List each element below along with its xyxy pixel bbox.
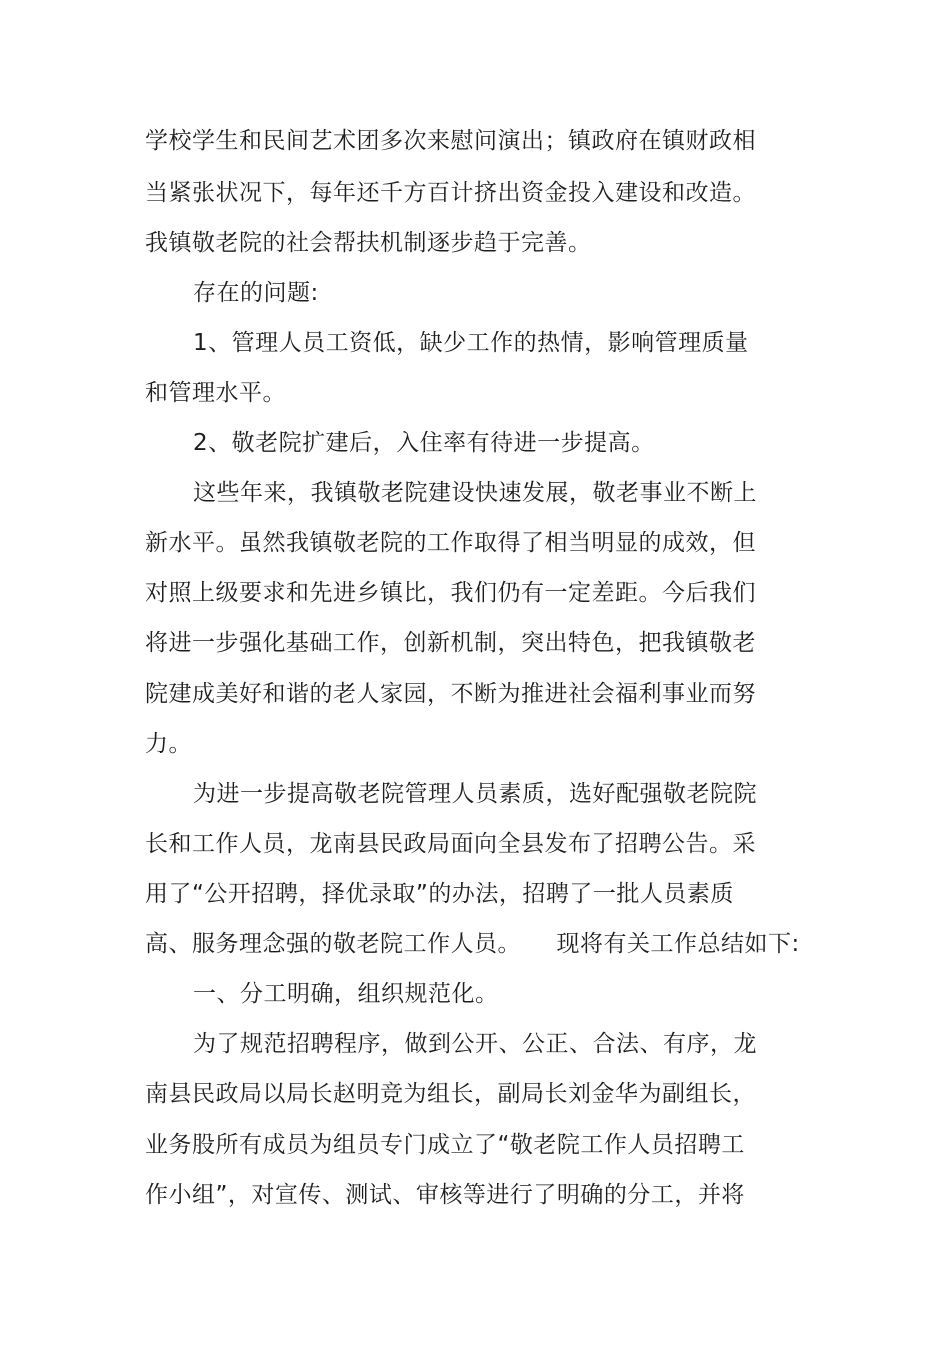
- text-line: 为进一步提高敬老院管理人员素质，选好配强敬老院院: [193, 781, 757, 807]
- text-line: 将进一步强化基础工作，创新机制，突出特色，把我镇敬老: [145, 630, 756, 656]
- text-line: 这些年来，我镇敬老院建设快速发展，敬老事业不断上: [193, 480, 757, 506]
- text-line: 力。: [145, 731, 192, 757]
- text-line: 高、服务理念强的敬老院工作人员。 现将有关工作总结如下:: [145, 931, 800, 957]
- text-line: 存在的问题:: [193, 280, 319, 306]
- text-line: 当紧张状况下，每年还千方百计挤出资金投入建设和改造。: [145, 180, 756, 206]
- text-line: 为了规范招聘程序，做到公开、公正、合法、有序，龙: [193, 1031, 757, 1057]
- text-line: 长和工作人员，龙南县民政局面向全县发布了招聘公告。采: [145, 831, 756, 857]
- text-line: 南县民政局以局长赵明竞为组长，副局长刘金华为副组长，: [145, 1081, 756, 1107]
- text-line: 用了“公开招聘，择优录取”的办法，招聘了一批人员素质: [145, 881, 734, 907]
- text-line: 2、敬老院扩建后，入住率有待进一步提高。: [193, 430, 655, 456]
- text-line: 1、管理人员工资低，缺少工作的热情，影响管理质量: [193, 330, 749, 356]
- text-line: 学校学生和民间艺术团多次来慰问演出；镇政府在镇财政相: [145, 128, 756, 154]
- text-line: 对照上级要求和先进乡镇比，我们仍有一定差距。今后我们: [145, 580, 756, 606]
- text-line: 一、分工明确，组织规范化。: [193, 981, 499, 1007]
- text-line: 院建成美好和谐的老人家园，不断为推进社会福利事业而努: [145, 681, 756, 707]
- text-line: 业务股所有成员为组员专门成立了“敬老院工作人员招聘工: [145, 1132, 745, 1158]
- text-line: 新水平。虽然我镇敬老院的工作取得了相当明显的成效，但: [145, 530, 756, 556]
- text-line: 和管理水平。: [145, 380, 286, 406]
- text-line: 作小组”，对宣传、测试、审核等进行了明确的分工，并将: [145, 1182, 745, 1208]
- text-line: 我镇敬老院的社会帮扶机制逐步趋于完善。: [145, 230, 592, 256]
